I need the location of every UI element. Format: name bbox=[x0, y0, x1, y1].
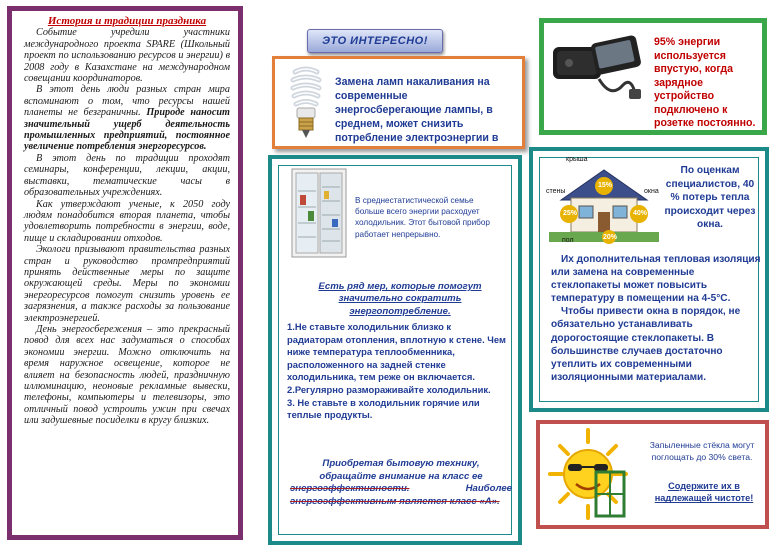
dusty-glass-text: Запыленные стёкла могут поглощать до 30% света. bbox=[649, 440, 755, 462]
fridge-icon bbox=[290, 167, 348, 259]
history-paragraph-4: Как утверждают ученые, к 2050 году людям понадобится вторая планета, чтобы удовлетворить потребности в энергии, воде, пище и складировании отходов. bbox=[24, 198, 230, 244]
interesting-badge: ЭТО ИНТЕРЕСНО! bbox=[307, 29, 443, 53]
windows-advice: Их дополнительная тепловая изоляция или замена на современные стеклопакеты может повысить температуру в помещении на 4-5°С. Чтобы привести окна в порядок, не обязательно устанавливать дорогостоящие стеклопакеты. В большинстве случаев достаточно утеплить их современными изоляционными материалами. bbox=[551, 254, 761, 383]
history-paragraph-3: В этот день по традиции проходят семинары, конференции, лекции, акции, выставки, тематические часы в образовательных учреждениях. bbox=[24, 152, 230, 199]
history-paragraph-5: Экологи призывают правительства разных стран и руководство промпредприятий принять действенные меры по защите окружающей среды. Меры по экономии энергоресурсов помогут снизить уровень ее загрязнения, а также расходы за пользование электроэнергией. bbox=[24, 244, 230, 324]
tip-item: 1.Не ставьте холодильник близко к радиаторам отопления, вплотную к стене. Чем ниже температура теплообменника, расположенного на задней стенке холодильника, тем реже он включается. bbox=[287, 321, 506, 383]
tips-heading: Есть ряд мер, которые помогут значительно сократить энергопотребление. bbox=[318, 281, 482, 317]
roof-label: крыша bbox=[566, 156, 588, 163]
history-paragraph-1: Событие учредили участники международного проекта SPARE (Школьный проект по использованию ресурсов и энергии) в 2008 году в Казахстане на международном совещании координаторов. bbox=[24, 27, 230, 85]
heat-loss-estimate: По оценкам специалистов, 40 % потерь тепла происходит через окна. bbox=[664, 165, 756, 231]
charger-fact-box bbox=[539, 18, 767, 135]
keep-clean-callout: Содержите их в надлежащей чистоте! bbox=[654, 481, 754, 504]
charger-fact-text: 95% энергии используется впустую, когда зарядное устройство подключено к розетке постоянно. bbox=[654, 36, 756, 129]
appliance-class-note: Приобретая бытовую технику, обращайте внимание на класс ее Наиболее энергоэффективности. энергоэффективным является класс «А». bbox=[290, 458, 512, 507]
walls-label: стены bbox=[546, 188, 566, 195]
windows-label: окна bbox=[644, 188, 659, 195]
history-title: История и традиции праздника bbox=[47, 15, 207, 27]
tips-list bbox=[287, 321, 509, 422]
house-heat-loss-icon bbox=[549, 156, 659, 244]
roof-loss-percent: 15% bbox=[597, 182, 612, 189]
floor-label: пол bbox=[562, 237, 574, 244]
floor-loss-percent: 20% bbox=[602, 234, 617, 241]
tip-item: 3. Не ставьте в холодильник горячие или теплые продукты. bbox=[287, 396, 480, 421]
windows-loss-percent: 40% bbox=[632, 210, 647, 217]
history-paragraph-2: В этот день люди разных стран мира вспоминают о том, что ресурсы нашей планеты не безграничны. Природе наносит значительный ущерб деятельность промышленных предприятий, постоянное увеличение потребления энергоресурсов. bbox=[24, 84, 230, 153]
lamp-fact-text: Замена ламп накаливания на современные энергосберегающие лампы, в среднем, может снизить потребление электроэнергии в bbox=[335, 76, 499, 144]
walls-loss-percent: 25% bbox=[562, 210, 577, 217]
lamp-fact-box bbox=[272, 56, 525, 149]
history-paragraph-6: День энергосбережения – это прекрасный повод для всех нас задуматься о способах экономии энергии. Можно отключить на время наружное освещение, которое не влияет на безопасность людей, праздничную иллюминацию, неоновые рекламные вывески, телефоны, компьютеры и телевизоры, это отличный повод устроить ужин при свечах или задушевные посиделки в кругу близких. bbox=[24, 323, 230, 427]
fridge-note: В среднестатистической семье больше всего энергии расходует холодильник. Этот бытовой прибор работает непрерывно. bbox=[355, 196, 490, 239]
sun-window-icon bbox=[544, 426, 632, 522]
tip-item: 2.Регулярно размораживайте холодильник. bbox=[287, 383, 491, 395]
energy-saving-lamp-icon bbox=[281, 64, 331, 144]
phone-charger-icon bbox=[549, 33, 649, 113]
history-panel bbox=[7, 6, 243, 540]
